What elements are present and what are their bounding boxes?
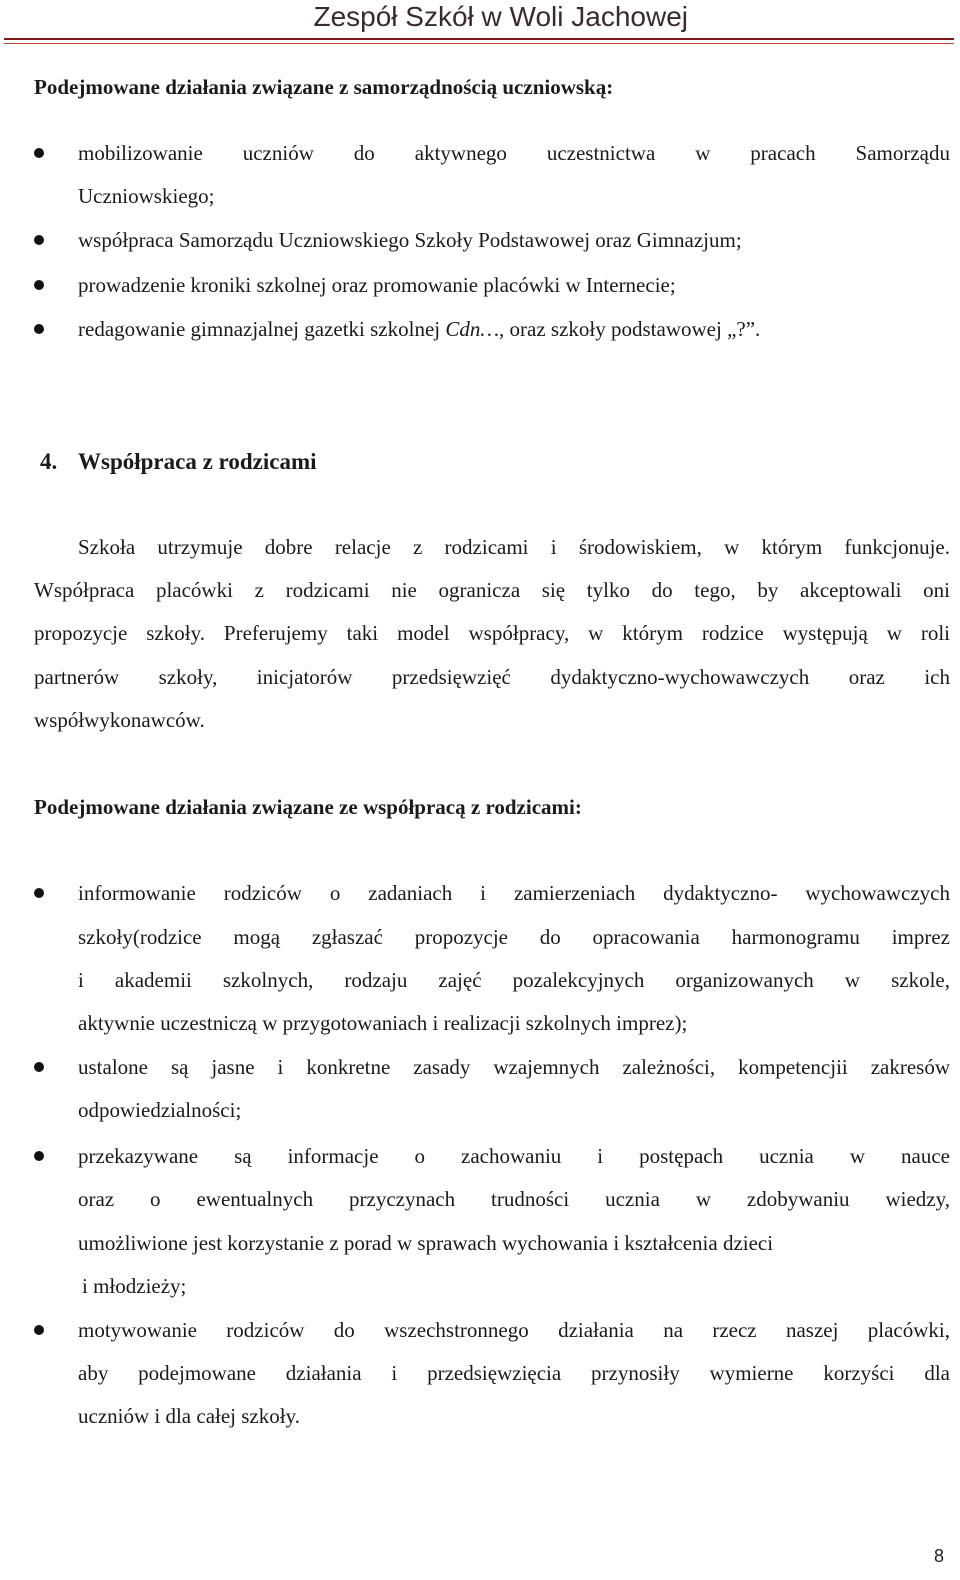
bullet-dot	[34, 1151, 44, 1161]
list-item-line: mobilizowanie uczniów do aktywnego uczestnictwa w pracach Samorządu	[78, 141, 950, 165]
list-item-line: informowanie rodziców o zadaniach i zamierzeniach dydaktyczno- wychowawczych	[78, 881, 950, 905]
bullet-dot	[34, 148, 44, 158]
paragraph-line: współwykonawców.	[34, 708, 205, 732]
list-item-line: uczniów i dla całej szkoły.	[78, 1404, 300, 1428]
paragraph-line: propozycje szkoły. Preferujemy taki model współpracy, w którym rodzice występują w roli	[34, 621, 950, 645]
list-item-line: ustalone są jasne i konkretne zasady wzajemnych zależności, kompetencjii zakresów	[78, 1055, 950, 1079]
list-item-line: prowadzenie kroniki szkolnej oraz promowanie placówki w Internecie;	[78, 273, 676, 297]
paragraph-line: Współpraca placówki z rodzicami nie ogranicza się tylko do tego, by akceptowali oni	[34, 578, 950, 602]
list-item-line	[78, 316, 760, 342]
bullet-dot	[34, 888, 44, 898]
section-heading-self-government: Podejmowane działania związane z samorządnością uczniowską:	[34, 75, 614, 99]
list-item-line: i młodzieży;	[82, 1274, 187, 1298]
list-item-line: przekazywane są informacje o zachowaniu i postępach ucznia w nauce	[78, 1144, 950, 1168]
section-title: Współpraca z rodzicami	[78, 449, 317, 474]
paragraph-line: partnerów szkoły, inicjatorów przedsięwzięć dydaktyczno-wychowawczych oraz ich	[34, 665, 950, 689]
list-item-line: motywowanie rodziców do wszechstronnego działania na rzecz naszej placówki,	[78, 1318, 950, 1342]
section-heading-parents: Podejmowane działania związane ze współpracą z rodzicami:	[34, 795, 582, 819]
header-rule	[4, 38, 954, 44]
running-header: Zespół Szkół w Woli Jachowej	[313, 1, 688, 32]
list-item-text: redagowanie gimnazjalnej gazetki szkolnej	[78, 317, 446, 341]
gazette-name: Cdn…,	[445, 317, 505, 341]
bullet-dot	[34, 1325, 44, 1335]
list-item-text: oraz szkoły podstawowej „?”.	[504, 317, 761, 341]
list-item-line: odpowiedzialności;	[78, 1098, 242, 1122]
list-item-line: Uczniowskiego;	[78, 184, 215, 208]
section-number: 4.	[40, 449, 58, 474]
list-item-line: aby podejmowane działania i przedsięwzięcia przynosiły wymierne korzyści dla	[78, 1361, 950, 1385]
bullet-dot	[34, 280, 44, 290]
list-item-line: oraz o ewentualnych przyczynach trudności ucznia w zdobywaniu wiedzy,	[78, 1187, 950, 1211]
list-item-line: aktywnie uczestniczą w przygotowaniach i realizacji szkolnych imprez);	[78, 1011, 688, 1035]
bullet-dot	[34, 324, 44, 334]
list-item-line: i akademii szkolnych, rodzaju zajęć pozalekcyjnych organizowanych w szkole,	[78, 968, 950, 992]
bullet-dot	[34, 1062, 44, 1072]
page-number: 8	[934, 1546, 945, 1566]
list-item-line: szkoły(rodzice mogą zgłaszać propozycje do opracowania harmonogramu imprez	[78, 925, 950, 949]
list-item-line: umożliwione jest korzystanie z porad w sprawach wychowania i kształcenia dzieci	[78, 1231, 774, 1255]
paragraph-line: Szkoła utrzymuje dobre relacje z rodzicami i środowiskiem, w którym funkcjonuje.	[78, 535, 950, 559]
list-item-line: współpraca Samorządu Uczniowskiego Szkoły Podstawowej oraz Gimnazjum;	[78, 228, 742, 252]
bullet-dot	[34, 235, 44, 245]
